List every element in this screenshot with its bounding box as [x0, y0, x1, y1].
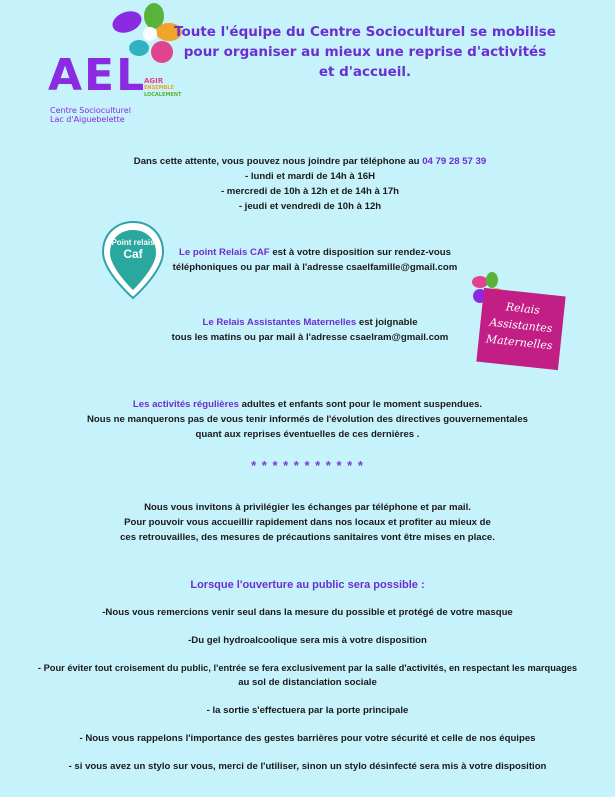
activities-title: Les activités régulières — [132, 399, 240, 410]
activities-line1-rest: adultes et enfants sont pour le moment suspendues. — [239, 399, 483, 410]
contact-hours-3: - jeudi et vendredi de 10h à 12h — [238, 201, 382, 212]
contact-hours-2: - mercredi de 10h à 12h et de 14h à 17h — [220, 186, 400, 197]
heading-line2: pour organiser au mieux une reprise d'activités — [183, 44, 547, 60]
ram-title: Le Relais Assistantes Maternelles — [202, 317, 357, 328]
caf-badge-line2: Caf — [123, 247, 143, 261]
rule-5: - Nous vous rappelons l'importance des gestes barrières pour votre sécurité et celle de nos équipes — [79, 733, 536, 744]
logo-letters: AEL — [48, 50, 147, 101]
invite-block — [40, 500, 575, 545]
ram-badge-line1: Relais — [505, 300, 541, 317]
invite-line1: Nous vous invitons à privilégier les échanges par téléphone et par mail. — [144, 502, 471, 513]
activities-line3: quant aux reprises éventuelles de ces dernières . — [195, 429, 420, 440]
opening-title: Lorsque l'ouverture au public sera possible : — [190, 579, 425, 591]
logo-tagline-1: AGIR — [144, 77, 164, 85]
caf-line1-rest: est à votre disposition sur rendez-vous — [269, 247, 451, 258]
page-heading — [170, 22, 560, 82]
ram-badge-line3: Maternelles — [485, 332, 554, 353]
caf-badge-line1: Point relais — [111, 238, 155, 247]
separator-stars: * * * * * * * * * * * — [251, 458, 364, 473]
logo-tagline-2: ENSEMBLE — [144, 85, 175, 91]
logo-name-line1: Centre Socioculturel — [50, 106, 131, 115]
rule-2: -Du gel hydroalcoolique sera mis à votre disposition — [188, 635, 427, 646]
contact-block — [60, 154, 560, 214]
activities-line2: Nous ne manquerons pas de vous tenir informés de l'évolution des directives gouvernementales — [86, 414, 529, 425]
heading-line1: Toute l'équipe du Centre Socioculturel se mobilise — [174, 24, 556, 40]
invite-line2: Pour pouvoir vous accueillir rapidement dans nos locaux et profiter au mieux de — [124, 517, 491, 528]
caf-title: Le point Relais CAF — [179, 247, 270, 258]
ram-line2: tous les matins ou par mail à l'adresse csaelram@gmail.com — [171, 332, 449, 343]
caf-line2: téléphoniques ou par mail à l'adresse csaelfamille@gmail.com — [172, 262, 458, 273]
logo-name — [50, 106, 131, 124]
ram-line1-rest: est joignable — [356, 317, 418, 328]
ram-line1 — [150, 315, 470, 330]
contact-intro-line — [60, 154, 560, 169]
caf-line1 — [150, 245, 480, 260]
ram-badge-line2: Assistantes — [488, 315, 554, 336]
activities-line1 — [40, 397, 575, 412]
contact-intro: Dans cette attente, vous pouvez nous joindre par téléphone au — [133, 156, 420, 167]
logo-name-line2: Lac d'Aiguebelette — [50, 115, 125, 124]
invite-line3: ces retrouvailles, des mesures de précautions sanitaires vont être mises en place. — [120, 532, 495, 543]
logo-tagline-3: LOCALEMENT — [144, 92, 182, 98]
contact-phone[interactable]: 04 79 28 57 39 — [422, 156, 487, 167]
heading-line3: et d'accueil. — [318, 64, 412, 80]
rule-3: - Pour éviter tout croisement du public, l'entrée se fera exclusivement par la salle d'activités, en respectant les marquages — [37, 663, 578, 673]
rule-1: -Nous vous remercions venir seul dans la mesure du possible et protégé de votre masque — [102, 607, 513, 618]
rule-3b: au sol de distanciation sociale — [238, 677, 377, 688]
rule-4: - la sortie s'effectuera par la porte principale — [206, 705, 409, 716]
caf-block — [150, 245, 480, 275]
ram-badge — [466, 270, 576, 375]
rule-6: - si vous avez un stylo sur vous, merci de l'utiliser, sinon un stylo désinfecté sera mis à votre disposition — [68, 761, 547, 772]
ram-block — [150, 315, 470, 345]
ram-badge-text — [476, 296, 567, 356]
activities-block — [40, 397, 575, 442]
contact-hours-1: - lundi et mardi de 14h à 16H — [244, 171, 376, 182]
